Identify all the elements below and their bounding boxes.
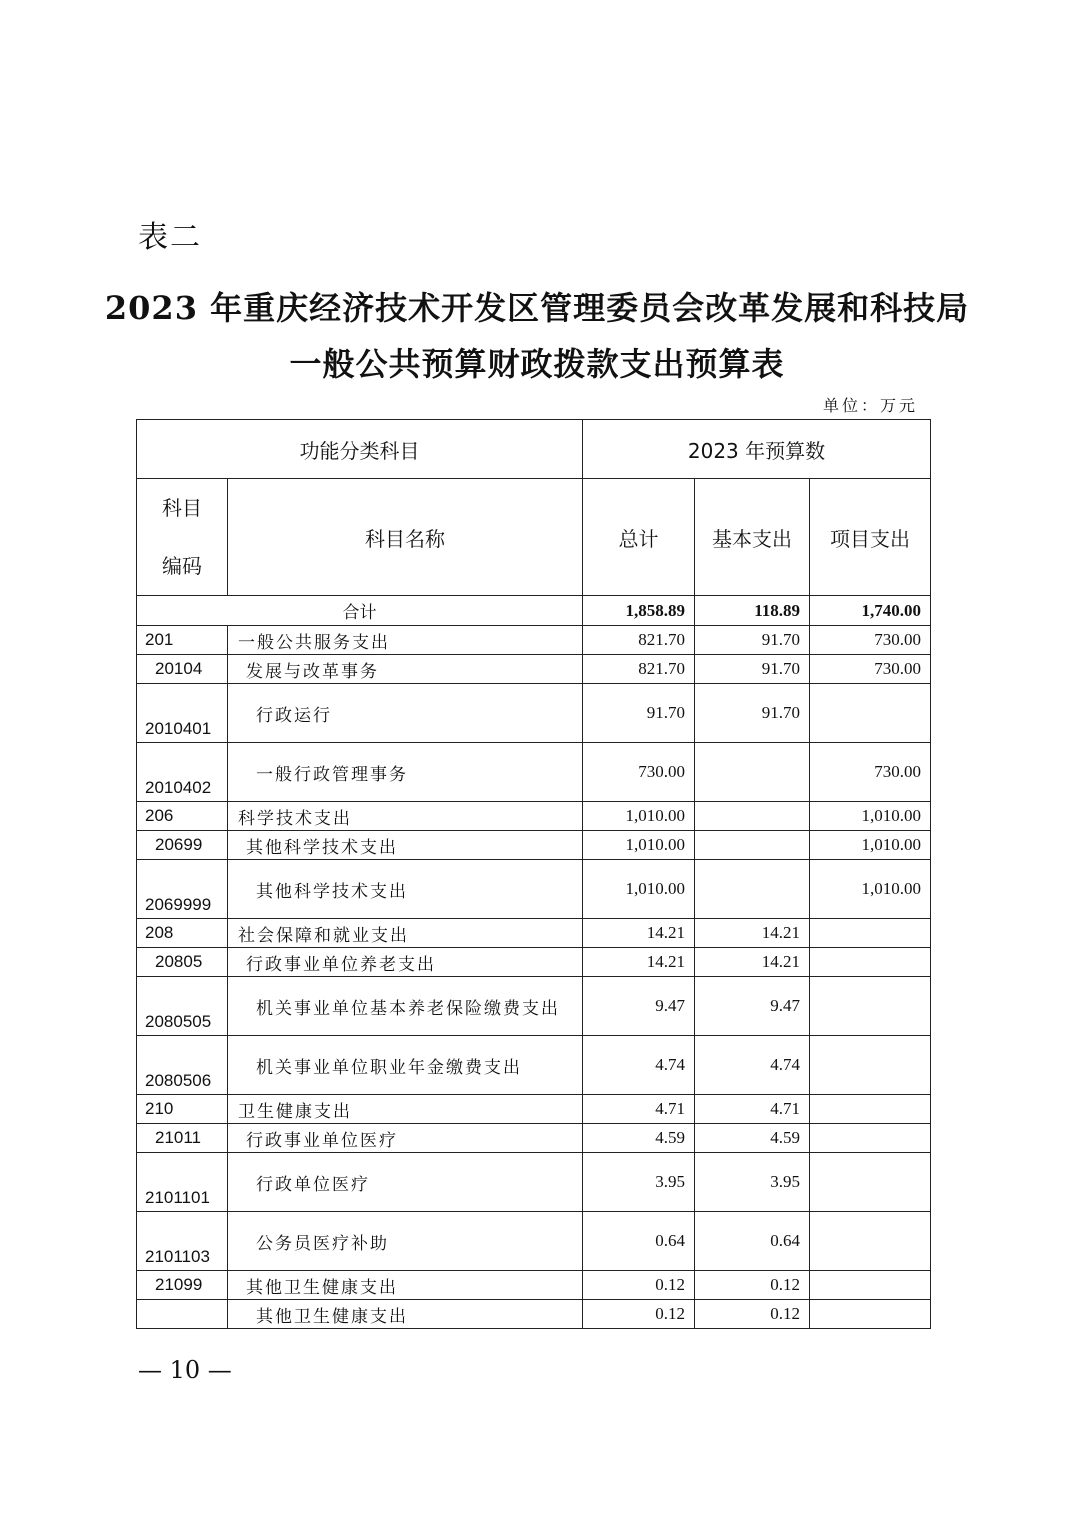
row-code: 21099 (137, 1271, 228, 1300)
row-name: 机关事业单位职业年金缴费支出 (228, 1036, 583, 1095)
row-basic (695, 743, 810, 802)
table-row (137, 1153, 931, 1212)
row-basic: 0.12 (695, 1300, 810, 1329)
row-project: 730.00 (810, 743, 931, 802)
table-row (137, 655, 931, 684)
row-total: 0.64 (583, 1212, 695, 1271)
summary-total: 1,858.89 (583, 596, 695, 626)
row-name: 行政事业单位养老支出 (228, 948, 583, 977)
row-total: 4.74 (583, 1036, 695, 1095)
table-row (137, 860, 931, 919)
row-basic: 0.64 (695, 1212, 810, 1271)
table-row (137, 1095, 931, 1124)
row-name: 一般公共服务支出 (228, 626, 583, 655)
row-code: 21011 (137, 1124, 228, 1153)
row-project (810, 1095, 931, 1124)
header-row-1 (137, 420, 931, 479)
row-total: 821.70 (583, 655, 695, 684)
row-total: 4.71 (583, 1095, 695, 1124)
row-basic: 4.59 (695, 1124, 810, 1153)
row-total: 0.12 (583, 1300, 695, 1329)
table-row (137, 802, 931, 831)
row-total: 14.21 (583, 948, 695, 977)
table-row (137, 1300, 931, 1329)
unit-label: 单位：万元 (822, 396, 918, 415)
row-project (810, 1300, 931, 1329)
row-code: 210 (137, 1095, 228, 1124)
row-code: 208 (137, 919, 228, 948)
row-total: 1,010.00 (583, 860, 695, 919)
code-header (137, 479, 228, 596)
row-code: 2101103 (137, 1212, 228, 1271)
code-header-line1: 科目 (162, 496, 202, 520)
row-code: 2080505 (137, 977, 228, 1036)
row-basic: 91.70 (695, 626, 810, 655)
row-total: 3.95 (583, 1153, 695, 1212)
budget-table (136, 419, 931, 1329)
row-project: 730.00 (810, 655, 931, 684)
row-name: 发展与改革事务 (228, 655, 583, 684)
row-basic: 14.21 (695, 948, 810, 977)
row-name: 社会保障和就业支出 (228, 919, 583, 948)
table-row (137, 626, 931, 655)
table-row (137, 919, 931, 948)
total-header: 总计 (583, 479, 695, 596)
row-code: 20699 (137, 831, 228, 860)
row-name: 卫生健康支出 (228, 1095, 583, 1124)
summary-row (137, 596, 931, 626)
row-project (810, 1212, 931, 1271)
row-project (810, 1124, 931, 1153)
row-total: 14.21 (583, 919, 695, 948)
row-code: 2010401 (137, 684, 228, 743)
row-basic: 0.12 (695, 1271, 810, 1300)
row-total: 1,010.00 (583, 831, 695, 860)
row-name: 其他科学技术支出 (228, 860, 583, 919)
row-project (810, 1271, 931, 1300)
row-basic: 91.70 (695, 684, 810, 743)
table-row (137, 1271, 931, 1300)
row-name: 其他卫生健康支出 (228, 1271, 583, 1300)
summary-label: 合计 (137, 596, 583, 626)
row-code: 20104 (137, 655, 228, 684)
row-total: 91.70 (583, 684, 695, 743)
header-row-2 (137, 479, 931, 596)
function-category-header: 功能分类科目 (137, 420, 583, 479)
row-project (810, 977, 931, 1036)
table-row (137, 1212, 931, 1271)
row-project: 1,010.00 (810, 802, 931, 831)
row-code: 2080506 (137, 1036, 228, 1095)
row-basic: 14.21 (695, 919, 810, 948)
table-row (137, 1124, 931, 1153)
row-code: 20805 (137, 948, 228, 977)
row-name: 公务员医疗补助 (228, 1212, 583, 1271)
row-basic (695, 802, 810, 831)
row-name: 科学技术支出 (228, 802, 583, 831)
row-project (810, 1153, 931, 1212)
basic-header: 基本支出 (695, 479, 810, 596)
row-name: 其他卫生健康支出 (228, 1300, 583, 1329)
row-total: 4.59 (583, 1124, 695, 1153)
row-total: 1,010.00 (583, 802, 695, 831)
row-code: 2010402 (137, 743, 228, 802)
summary-project: 1,740.00 (810, 596, 931, 626)
row-total: 9.47 (583, 977, 695, 1036)
page-title-line1: 2023 年重庆经济技术开发区管理委员会改革发展和科技局 (104, 289, 970, 327)
summary-basic: 118.89 (695, 596, 810, 626)
row-code: 206 (137, 802, 228, 831)
row-code: 2101101 (137, 1153, 228, 1212)
row-code: 201 (137, 626, 228, 655)
row-project: 1,010.00 (810, 831, 931, 860)
table-row (137, 1036, 931, 1095)
project-header: 项目支出 (810, 479, 931, 596)
row-code (137, 1300, 228, 1329)
table-row (137, 831, 931, 860)
row-project (810, 919, 931, 948)
row-name: 行政运行 (228, 684, 583, 743)
row-code: 2069999 (137, 860, 228, 919)
row-name: 其他科学技术支出 (228, 831, 583, 860)
table-row (137, 948, 931, 977)
budget-year-header: 2023 年预算数 (583, 420, 931, 479)
code-header-line2: 编码 (162, 554, 202, 578)
table-row (137, 977, 931, 1036)
row-basic (695, 860, 810, 919)
row-basic: 9.47 (695, 977, 810, 1036)
row-basic: 4.71 (695, 1095, 810, 1124)
table-label: 表二 (138, 220, 202, 255)
row-basic (695, 831, 810, 860)
row-project: 730.00 (810, 626, 931, 655)
row-total: 730.00 (583, 743, 695, 802)
page-title-line2: 一般公共预算财政拨款支出预算表 (289, 345, 785, 383)
row-name: 机关事业单位基本养老保险缴费支出 (228, 977, 583, 1036)
row-project (810, 684, 931, 743)
row-name: 一般行政管理事务 (228, 743, 583, 802)
table-row (137, 743, 931, 802)
row-project: 1,010.00 (810, 860, 931, 919)
row-project (810, 1036, 931, 1095)
table-row (137, 684, 931, 743)
row-total: 0.12 (583, 1271, 695, 1300)
row-name: 行政事业单位医疗 (228, 1124, 583, 1153)
row-total: 821.70 (583, 626, 695, 655)
row-basic: 3.95 (695, 1153, 810, 1212)
row-project (810, 948, 931, 977)
row-basic: 91.70 (695, 655, 810, 684)
row-name: 行政单位医疗 (228, 1153, 583, 1212)
page-number: — 10 — (138, 1356, 232, 1384)
name-header: 科目名称 (228, 479, 583, 596)
row-basic: 4.74 (695, 1036, 810, 1095)
